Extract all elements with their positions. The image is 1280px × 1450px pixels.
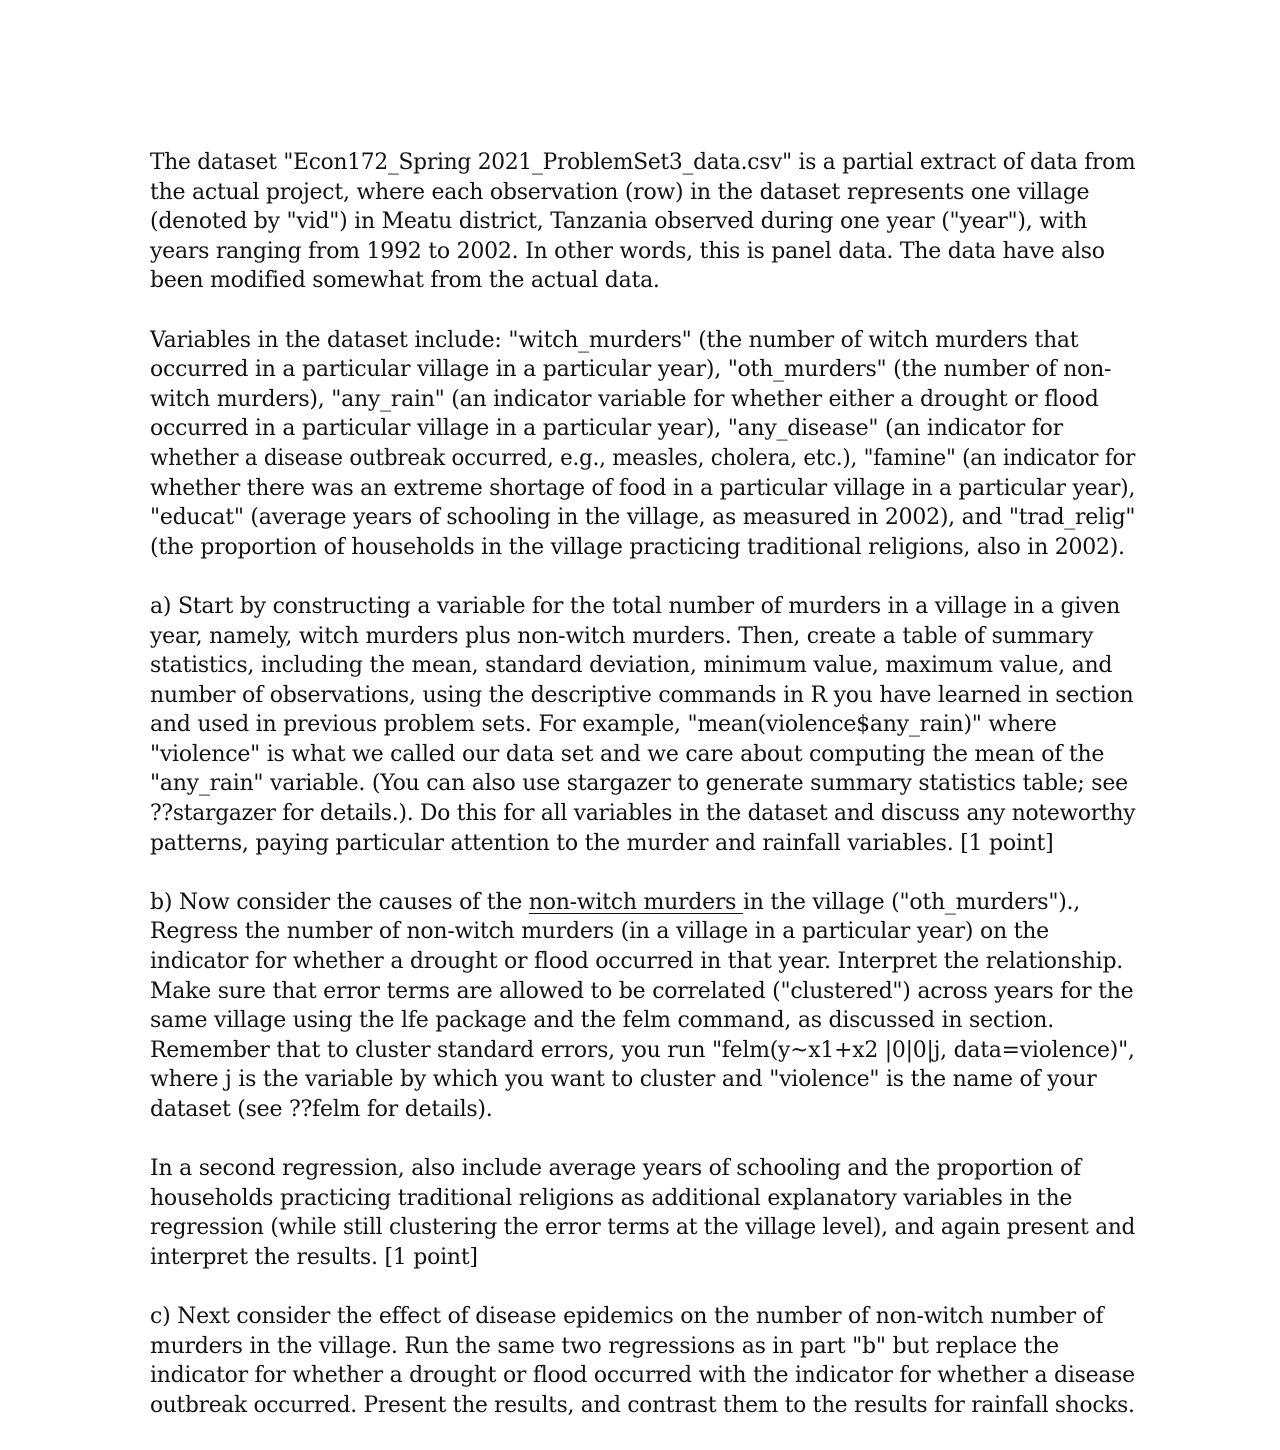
text-line: Remember that to cluster standard errors, you run "felm(y~x1+x2 |0|0|j, data=violence)", bbox=[150, 1037, 1135, 1063]
text-line: interpret the results. [1 point] bbox=[150, 1244, 478, 1270]
text-line: In a second regression, also include average years of schooling and the proportion of bbox=[150, 1156, 1081, 1182]
text-line: been modified somewhat from the actual data. bbox=[150, 268, 660, 294]
text-line: regression (while still clustering the error terms at the village level), and again present and bbox=[150, 1215, 1136, 1241]
text-line: same village using the lfe package and the felm command, as discussed in section. bbox=[150, 1008, 1054, 1034]
text-line: (denoted by "vid") in Meatu district, Tanzania observed during one year ("year"), with bbox=[150, 209, 1088, 235]
text-line: occurred in a particular village in a particular year), "any_disease" (an indicator for bbox=[150, 416, 1063, 442]
text-line: witch murders), "any_rain" (an indicator variable for whether either a drought or flood bbox=[150, 386, 1099, 412]
text-line: the actual project, where each observation (row) in the dataset represents one village bbox=[150, 179, 1090, 205]
part-a-paragraph bbox=[150, 592, 1135, 858]
text-line: and used in previous problem sets. For example, "mean(violence$any_rain)" where bbox=[150, 712, 1057, 738]
text-line: indicator for whether a drought or flood occurred in that year. Interpret the relationship. bbox=[150, 949, 1124, 975]
intro-paragraph bbox=[150, 148, 1135, 296]
text-line: households practicing traditional religions as additional explanatory variables in the bbox=[150, 1185, 1073, 1211]
text-line: Regress the number of non-witch murders (in a village in a particular year) on the bbox=[150, 919, 1049, 945]
text-line: dataset (see ??felm for details). bbox=[150, 1097, 493, 1122]
text-line: occurred in a particular village in a particular year), "oth_murders" (the number of non- bbox=[150, 357, 1112, 383]
text-line: where j is the variable by which you want to cluster and "violence" is the name of your bbox=[150, 1067, 1097, 1093]
text-line: year, namely, witch murders plus non-witch murders. Then, create a table of summary bbox=[150, 623, 1094, 649]
part-b-paragraph bbox=[150, 888, 1135, 1125]
text-line: "educat" (average years of schooling in the village, as measured in 2002), and "trad_relig" bbox=[150, 505, 1136, 531]
variables-paragraph bbox=[150, 326, 1135, 563]
text-line: number of observations, using the descriptive commands in R you have learned in section bbox=[150, 682, 1134, 708]
text-line: ??stargazer for details.). Do this for all variables in the dataset and discuss any noteworthy bbox=[150, 801, 1136, 827]
text-line: murders in the village. Run the same two regressions as in part "b" but replace the bbox=[150, 1333, 1059, 1359]
part-b-prefix: b) Now consider the causes of the bbox=[150, 889, 529, 915]
text-line: The dataset "Econ172_Spring 2021_ProblemSet3_data.csv" is a partial extract of data from bbox=[150, 150, 1136, 175]
underlined-term: non-witch murders bbox=[528, 889, 743, 915]
text-line: "any_rain" variable. (You can also use stargazer to generate summary statistics table; see bbox=[150, 771, 1128, 797]
part-c-paragraph bbox=[150, 1302, 1135, 1420]
text-line: (the proportion of households in the village practicing traditional religions, also in 2002). bbox=[150, 534, 1125, 560]
document-page bbox=[150, 148, 1135, 1450]
text-line: indicator for whether a drought or flood occurred with the indicator for whether a disease bbox=[150, 1363, 1135, 1389]
text-line: outbreak occurred. Present the results, and contrast them to the results for rainfall shocks. bbox=[150, 1392, 1135, 1418]
text-line: c) Next consider the effect of disease epidemics on the number of non-witch number of bbox=[150, 1304, 1104, 1330]
text-line: whether a disease outbreak occurred, e.g., measles, cholera, etc.), "famine" (an indicator for bbox=[150, 445, 1136, 471]
text-line: "violence" is what we called our data set and we care about computing the mean of the bbox=[150, 741, 1105, 767]
text-line: Make sure that error terms are allowed to be correlated ("clustered") across years for the bbox=[150, 978, 1134, 1004]
text-line: patterns, paying particular attention to the murder and rainfall variables. [1 point] bbox=[150, 830, 1054, 856]
text-line: statistics, including the mean, standard deviation, minimum value, maximum value, and bbox=[150, 653, 1113, 679]
text-line: Variables in the dataset include: "witch_murders" (the number of witch murders that bbox=[150, 327, 1079, 353]
text-line: a) Start by constructing a variable for the total number of murders in a village in a given bbox=[150, 593, 1121, 619]
text-line bbox=[150, 888, 1135, 918]
part-b-second-regression-paragraph bbox=[150, 1154, 1135, 1272]
text-line: whether there was an extreme shortage of food in a particular village in a particular year), bbox=[150, 475, 1136, 501]
part-b-suffix: in the village ("oth_murders")., bbox=[742, 889, 1081, 915]
text-line: years ranging from 1992 to 2002. In other words, this is panel data. The data have also bbox=[150, 238, 1105, 264]
